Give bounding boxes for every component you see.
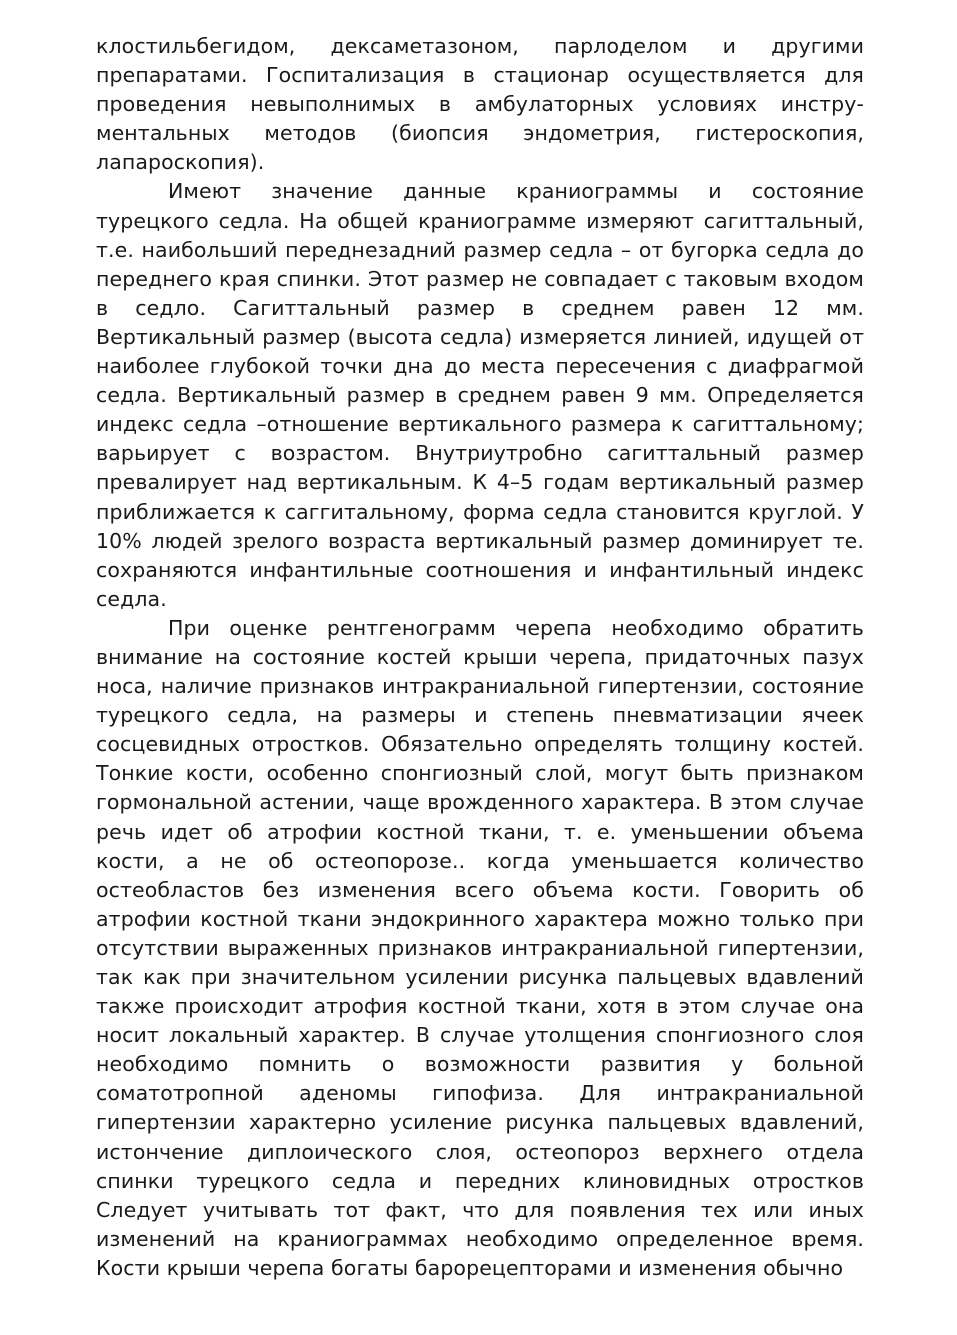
- paragraph-xray-assessment: При оценке рентгенограмм черепа необходимо обратить внимание на состояние костей крыши черепа, придаточных пазух носа, наличие признаков интракраниальной гипертензии, состояние турецкого седла, на размеры и степень пневматизации ячеек сосцевидных отростков. Обязательно определять толщину костей. Тонкие кости, особенно спонгиозный слой, могут быть признаком гормональной астении, чаще врожденного характера. В этом случае речь идет об атрофии костной ткани, т. е. уменьшении объема кости, а не об остеопорозе.. когда уменьшается количество остеобластов без изменения всего объема кости. Говорить об атрофии костной ткани эндокринного характера можно только при отсутствии выраженных признаков интракраниальной гипертензии, так как при значительном усилении рисунка пальцевых вдавлений также происходит атрофия костной ткани, хотя в этом случае она носит локальный характер. В случае утолщения спонгиозного слоя необходимо помнить о возможности развития у больной соматотропной аденомы гипофиза. Для интракраниальной гипертензии характерно усиление рисунка пальцевых вдавлений, истончение диплоического слоя, остеопороз верхнего отдела спинки турецкого седла и передних клиновидных отростков Следует учитывать тот факт, что для появления тех или иных изменений на краниограммах необходимо определенное время. Кости крыши черепа богаты барорецепторами и изменения обычно: [96, 615, 864, 1280]
- paragraph-continuation: клостильбегидом, дексаметазоном, парлоделом и другими препаратами. Госпитализация в стационар осуществляется для проведения невыполнимых в амбулаторных условиях инстру-ментальных методов (биопсия эндометрия, гистероскопия, лапароскопия).: [96, 34, 864, 175]
- paragraph-craniogram: Имеют значение данные краниограммы и состояние турецкого седла. На общей краниограмме измеряют сагиттальный, т.е. наибольший переднезадний размер седла – от бугорка седла до переднего края спинки. Этот размер не совпадает с таковым входом в седло. Сагиттальный размер в среднем равен 12 мм. Вертикальный размер (высота седла) измеряется линией, идущей от наиболее глубокой точки дна до места пересечения с диафрагмой седла. Вертикальный размер в среднем равен 9 мм. Определяется индекс седла –отношение вертикального размера к сагиттальному; варьирует с возрастом. Внутриутробно сагиттальный размер превалирует над вертикальным. К 4–5 годам вертикальный размер приближается к саггитальному, форма седла становится круглой. У 10% людей зрелого возраста вертикальный размер доминирует те. сохраняются инфантильные соотношения и инфантильный индекс седла.: [96, 179, 864, 611]
- body-text: [96, 32, 864, 1283]
